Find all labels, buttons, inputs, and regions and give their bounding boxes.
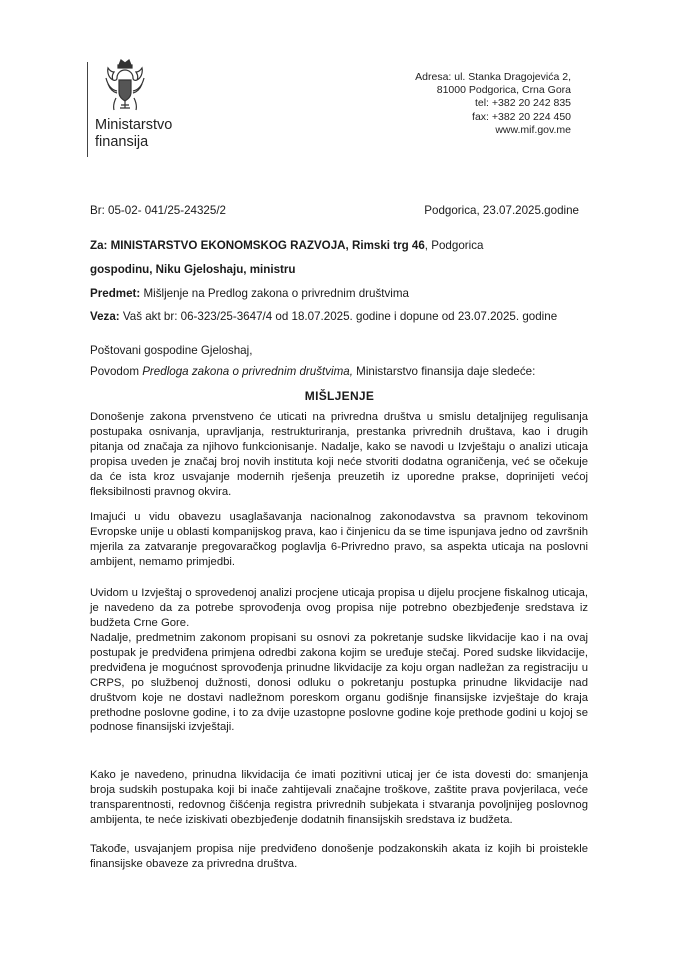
ministry-line-1: Ministarstvo bbox=[95, 117, 173, 133]
intro-suffix: Ministarstvo finansija daje sledeće: bbox=[352, 365, 536, 378]
paragraph-1: Donošenje zakona prvenstveno će uticati na privredna društva u smislu detaljnijeg regulisanja postupaka osnivanja, upravljanja, restrukturiranja, prestanka privrednih društava, kao i drugih pitanja od značaja za njihovo funkcionisanje. Nadalje, kako se navodi u Izvještaju o analizi uticaja propisa uveden je značaj broj novih instituta koji neće stvoriti dodatna ograničenja, već se očekuje da će ista kroz usvajanje modernih rješenja preuzetih iz uporedne prakse, doprinijeti većoj fleksibilnosti pravnog okvira. bbox=[90, 411, 588, 498]
veza-label: Veza: bbox=[90, 310, 120, 323]
paragraph-6: Takođe, usvajanjem propisa nije predviđeno donošenje podzakonskih akata iz kojih bi proistekle finansijske obaveze za privredna društva. bbox=[90, 843, 588, 870]
intro-italic: Predloga zakona o privrednim društvima, bbox=[142, 365, 353, 378]
paragraph-3: Uvidom u Izvještaj o sprovedenoj analizi procjene uticaja propisa u dijelu procjene fiskalnog uticaja, je navedeno da za potrebe sprovođenja ovog propisa nije potrebno obezbjeđenje sredstava iz budžeta Crne Gore. bbox=[90, 587, 588, 629]
veza-line bbox=[90, 309, 557, 324]
document-date: Podgorica, 23.07.2025.godine bbox=[424, 204, 579, 217]
subject-text: Mišljenje na Predlog zakona o privrednim društvima bbox=[140, 287, 409, 300]
veza-text: Vaš akt br: 06-323/25-3647/4 od 18.07.2025. godine i dopune od 23.07.2025. godine bbox=[119, 310, 558, 323]
addressee-city: , Podgorica bbox=[424, 239, 484, 252]
subject-line bbox=[90, 286, 409, 301]
greeting: Poštovani gospodine Gjeloshaj, bbox=[90, 344, 253, 357]
contact-block bbox=[415, 71, 571, 137]
fax-line: fax: +382 20 224 450 bbox=[472, 110, 571, 123]
ministry-line-2: finansija bbox=[95, 134, 149, 150]
city-line: 81000 Podgorica, Crna Gora bbox=[436, 84, 571, 97]
addressee-line bbox=[90, 238, 483, 253]
recipient-line: gospodinu, Niku Gjeloshaju, ministru bbox=[90, 263, 296, 276]
addressee-organization: MINISTARSTVO EKONOMSKOG RAZVOJA bbox=[110, 239, 346, 252]
address-line: Adresa: ul. Stanka Dragojevića 2, bbox=[415, 71, 571, 83]
intro-line bbox=[90, 364, 535, 379]
phone-line: tel: +382 20 242 835 bbox=[474, 97, 571, 110]
za-label: Za: bbox=[90, 239, 108, 252]
intro-prefix: Povodom bbox=[90, 365, 143, 378]
paragraph-4: Nadalje, predmetnim zakonom propisani su osnovi za pokretanje sudske likvidacije kao i na ovaj postupak je predviđena primjena odredbi zakona kojim se uređuje stečaj. Pored sudske likvidacije, predviđena je mogućnost sprovođenja prinudne likvidacije za koju organ nadležan za registraciju u CRPS, po službenoj dužnosti, donosi odluku o pokretanju postupka prinudne likvidacije nad društvom koje ne dostavi nadležnom poreskom organu godišnje finansijske izvještaje do kraja prethodne poslovne godine, i to za dvije uzastopne poslovne godine koje prethode godini u kojoj se podnose finansijski izvještaji. bbox=[90, 632, 588, 734]
coat-of-arms-icon bbox=[104, 58, 146, 114]
paragraph-2: Imajući u vidu obavezu usaglašavanja nacionalnog zakonodavstva sa pravnom tekovinom Evropske unije u oblasti kompanijskog prava, kao i činjenicu da se time ispunjava jedno od završnih mjerila za zatvaranje pregovaračkog poglavlja 6-Privredno pravo, sa aspekta uticaja na poslovni ambijent, nemamo primjedbi. bbox=[90, 511, 588, 568]
opinion-heading: MIŠLJENJE bbox=[304, 389, 375, 403]
ministry-name bbox=[95, 117, 172, 151]
paragraph-5: Kako je navedeno, prinudna likvidacija će imati pozitivni uticaj jer će ista dovesti do: smanjenja broja sudskih postupaka koji bi inače zahtijevali značajne troškove, zaštite prava povjerilaca, veće transparentnosti, redovnog čišćenja registra privrednih subjekata i stvaranja povoljnijeg poslovnog ambijenta, te neće iziskivati obezbjeđenje dodatnih finansijskih sredstava iz budžeta. bbox=[90, 769, 588, 826]
website-link[interactable]: www.mif.gov.me bbox=[495, 123, 571, 136]
letterhead-divider bbox=[87, 62, 88, 157]
reference-number: Br: 05-02- 041/25-24325/2 bbox=[90, 204, 227, 217]
addressee-address: , Rimski trg 46 bbox=[345, 239, 425, 252]
subject-label: Predmet: bbox=[90, 287, 141, 300]
